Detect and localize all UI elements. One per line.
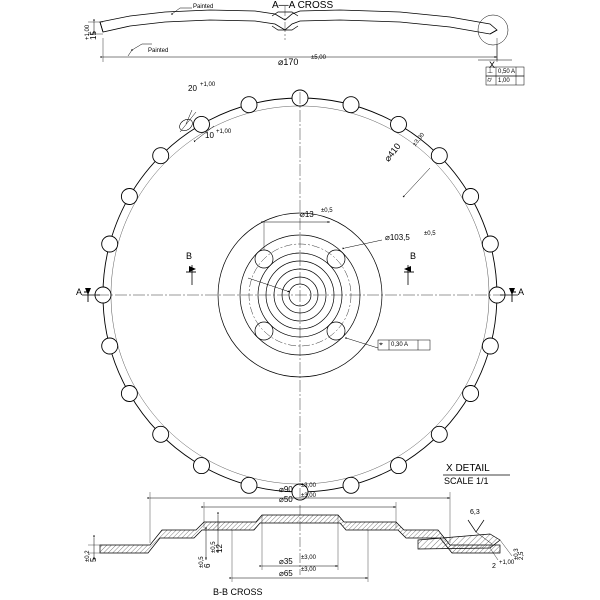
dim-outer-410-tol: ±3,00: [412, 132, 426, 148]
dim-bb-35: ⌀35: [279, 557, 293, 566]
dim-top-width-tol: ±5,00: [311, 55, 326, 61]
fcf-perpendicularity-value: 0,50 A: [498, 69, 516, 75]
dim-outer-410: ⌀410: [382, 141, 403, 164]
dim-detail-edge-tol: ±0,3: [514, 548, 520, 560]
datum-x-label: X: [489, 60, 496, 70]
fcf-sym-profile: ⌭: [487, 77, 493, 84]
dim-bore-13: ⌀13: [300, 210, 314, 219]
dim-bb-5: 5: [89, 557, 98, 562]
dim-top-width: ⌀170: [278, 57, 299, 67]
view-main-front: [82, 90, 518, 500]
label-detail-scale: SCALE 1/1: [444, 476, 489, 486]
dim-bb-6-tol: ±0,5: [199, 556, 205, 568]
dim-bb-90: ⌀90: [279, 485, 293, 494]
note-painted-top: Painted: [193, 4, 214, 10]
dim-notch-10-tol: +1,00: [216, 129, 232, 135]
dim-top-height-tol: +1,00: [85, 24, 91, 40]
dim-detail-angle: 2: [492, 563, 496, 570]
fcf-profile-value: 1,00: [498, 78, 510, 84]
fcf-position-value: 0,30 A: [391, 342, 409, 348]
dim-bb-5-tol: ±0,2: [85, 550, 91, 562]
dim-bb-65: ⌀65: [279, 569, 293, 578]
dim-bolt-circle: ⌀103,5: [385, 233, 410, 242]
section-label-b-left: B: [186, 251, 193, 261]
dim-bb-12: 12: [215, 544, 224, 553]
dim-notch-10: 10: [205, 131, 214, 140]
title-section-aa: A—A CROSS: [272, 0, 334, 11]
title-section-bb: B-B CROSS: [213, 587, 263, 597]
fcf-position-sym: ⌖: [379, 341, 383, 348]
section-label-b-right: B: [410, 251, 417, 261]
dim-detail-angle-tol: +1,00: [499, 560, 515, 566]
roughness-value: 6,3: [470, 509, 480, 516]
section-label-a-left: A: [76, 287, 83, 297]
note-painted-bottom: Painted: [148, 48, 169, 54]
dim-bb-12-tol: ±0,5: [211, 541, 217, 553]
fcf-sym-perpendicularity: ⊥: [487, 68, 494, 75]
title-x-detail: X DETAIL: [446, 463, 490, 474]
dim-bolt-circle-tol: ±0,5: [424, 231, 436, 237]
dim-bore-13-tol: ±0,5: [321, 208, 333, 214]
dim-top-height: 15: [89, 31, 98, 40]
dim-angle-20: 20: [188, 84, 197, 93]
dim-detail-edge: 2,5: [519, 551, 525, 560]
dim-angle-20-tol: +1,00: [200, 82, 216, 88]
dim-bb-35-tol: ±3,00: [301, 555, 316, 561]
dim-bb-50-tol: ±3,00: [301, 493, 316, 499]
view-section-bb: [88, 492, 500, 582]
dim-bb-6: 6: [203, 563, 212, 568]
section-label-a-right: A: [518, 287, 525, 297]
dim-bb-65-tol: ±3,00: [301, 567, 316, 573]
view-section-aa: [88, 6, 524, 85]
dim-bb-90-tol: ±3,00: [301, 483, 316, 489]
dim-bb-50: ⌀50: [279, 495, 293, 504]
